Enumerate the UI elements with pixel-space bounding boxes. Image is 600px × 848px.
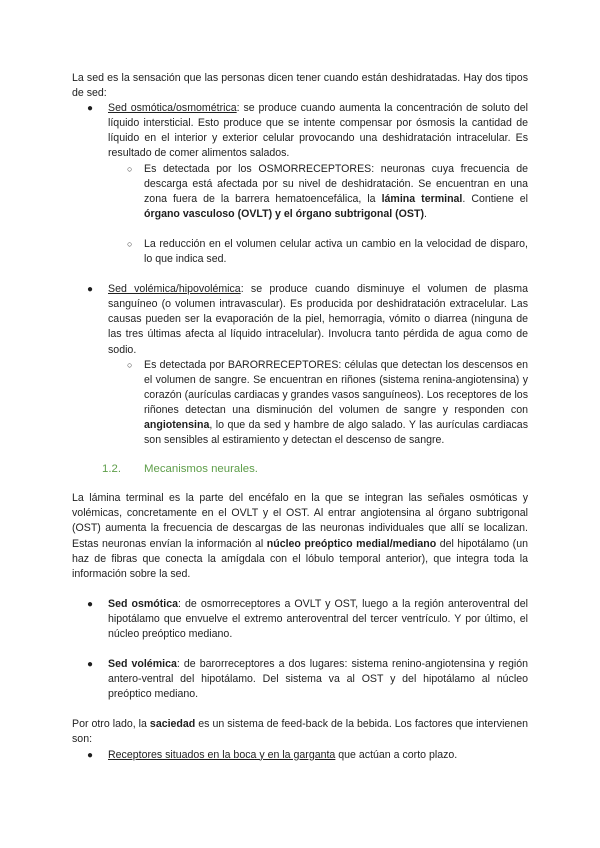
term-receptors: Receptores situados en la boca y en la garganta [108, 748, 336, 761]
spacer [108, 222, 528, 237]
intro-paragraph: La sed es la sensación que las personas dicen tener cuando están deshidratadas. Hay dos tipos de sed: [72, 72, 528, 100]
list-item-volemic-pathway [72, 657, 528, 702]
term-osmotic-thirst: Sed osmótica/osmométrica [108, 102, 237, 115]
section-title: Mecanismos neurales. [144, 463, 258, 476]
paragraph-text-2: del hipotálamo (un haz de fibras que conecta la amígdala con el lóbulo temporal anterior), que integra toda la información sobre la sed. [72, 537, 528, 580]
term-ovlt-ost: órgano vasculoso (OVLT) y el órgano subtrigonal (OST) [144, 207, 424, 220]
term-angiotensina: angiotensina [144, 418, 210, 431]
section-number: 1.2. [102, 463, 121, 476]
baroreceptors-text: Es detectada por BARORRECEPTORES: células que detectan los descensos en el volumen de sangre. Se encuentran en riñones (sistema renina-angiotensina) y corazón (aurículas cardiacas y grandes vasos sanguíneos). Los receptores de los riñones detectan una disminución del volumen de sangre y responden con [144, 358, 528, 416]
bullet-icon: ● [87, 659, 94, 671]
satiety-text-2: es un sistema de feed-back de la bebida. Los factores que intervienen son: [72, 718, 528, 746]
pathways-list [72, 597, 528, 703]
satiety-factors-list [72, 748, 528, 763]
satiety-text: Por otro lado, la [72, 718, 150, 731]
term-saciedad: saciedad [149, 718, 196, 731]
satiety-paragraph [72, 717, 528, 747]
circle-bullet-icon: ○ [127, 359, 133, 370]
sublist-item-osmoreceptors [72, 162, 528, 222]
receptors-text: que actúan a corto plazo. [335, 748, 458, 761]
term-sed-volemica: Sed volémica [108, 658, 177, 671]
osmotic-sublist [108, 162, 528, 268]
list-item-volemic-thirst [72, 282, 528, 448]
list-item-osmotic-thirst [72, 101, 528, 267]
baroreceptors-text-2: , lo que da sed y hambre de algo salado. Y las aurículas cardiacas son sensibles al estiramiento y detectan el descenso de sangre. [144, 418, 528, 447]
osmoreceptors-text: Es detectada por los OSMORRECEPTORES: neuronas cuya frecuencia de descarga está afectada por su nivel de deshidratación. Se encuentran en una zona fuera de la barrera hematoencefálica, la [144, 162, 528, 205]
list-item-receptors [72, 748, 528, 763]
spacer [72, 642, 528, 657]
bullet-icon: ● [87, 598, 94, 610]
osmoreceptors-text-2: . Contiene el [462, 192, 528, 205]
bullet-icon: ● [87, 749, 94, 761]
volemic-sublist [108, 358, 528, 449]
term-preoptic-nucleus: núcleo preóptico medial/mediano [266, 537, 437, 550]
circle-bullet-icon: ○ [127, 163, 133, 174]
document-page [72, 71, 528, 763]
paragraph-text: La lámina terminal es la parte del encéfalo en la que se integran las señales osmóticas y volémicas, concretamente en el OVLT y el OST. Al entrar angiotensina al órgano subtrigonal (OST) aumenta la frecuencia de descargas de las neuronas individuales que allí se localizan. Estas neuronas envían la información al [72, 492, 528, 550]
osmotic-thirst-text: : se produce cuando aumenta la concentración de soluto del líquido intersticial. Esto produce que se intente compensar por ósmosis la cantidad de líquido en el interior y exterior celular provocando una deshidratación intracelular. Es resultado de comer alimentos salados. [108, 102, 529, 160]
section-heading [72, 462, 528, 477]
sublist-item-cell-volume [72, 237, 528, 267]
cell-volume-text: La reducción en el volumen celular activa un cambio en la velocidad de disparo, lo que indica sed. [144, 237, 528, 266]
sublist-item-baroreceptors [72, 358, 528, 449]
spacer [72, 702, 528, 717]
term-lamina-terminal: lámina terminal [381, 192, 463, 205]
list-item-osmotic-pathway [72, 597, 528, 642]
term-sed-osmotica: Sed osmótica [108, 597, 179, 610]
neural-mechanisms-paragraph [72, 491, 528, 582]
bullet-icon: ● [87, 103, 94, 115]
bullet-icon: ● [87, 284, 94, 296]
volemic-pathway-text: : de barorreceptores a dos lugares: sistema renino-angiotensina y región antero-ventral del hipotálamo. Del sistema va al OST y del hipotálamo al núcleo preóptico mediano. [108, 658, 529, 701]
term-volemic-thirst: Sed volémica/hipovolémica [108, 283, 241, 296]
spacer [72, 582, 528, 597]
volemic-thirst-text: : se produce cuando disminuye el volumen de plasma sanguíneo (o volumen intravascular). Es producida por deshidratación extracelular. Las causas pueden ser la evaporación de la piel, hemorragia, vómito o diarrea (ninguna de las tres últimas afecta al líquido intracelular). Involucra tanto pérdida de agua como de sodio. [108, 283, 528, 356]
osmoreceptors-text-3: . [423, 207, 427, 220]
osmotic-pathway-text: : de osmorreceptores a OVLT y OST, luego a la región anteroventral del hipotálamo que envuelve el extremo anteroventral del tercer ventrículo. Y por último, el núcleo preóptico mediano. [108, 597, 528, 640]
thirst-types-list [72, 101, 528, 448]
spacer [72, 267, 528, 282]
circle-bullet-icon: ○ [127, 238, 133, 249]
